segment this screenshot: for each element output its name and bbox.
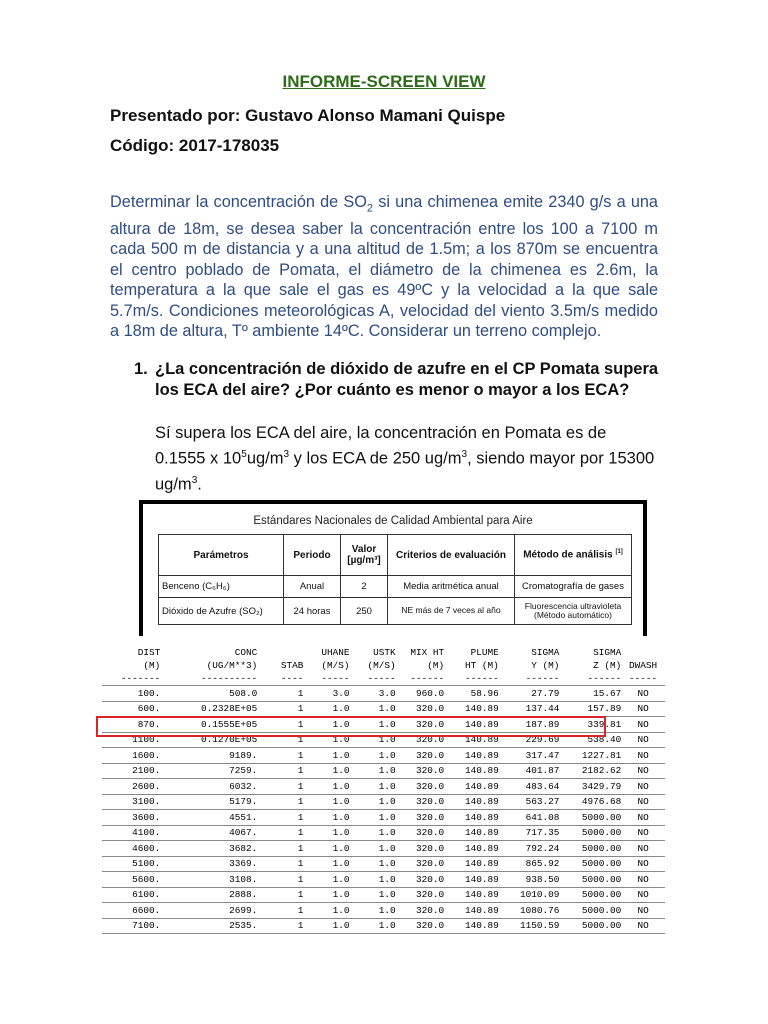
screen-view-output-table [102, 646, 665, 934]
output-table-cell: 3100. [132, 796, 161, 808]
output-table-cell: 1.0 [378, 734, 396, 746]
output-table-cell: 1.0 [332, 889, 350, 901]
eca-cell-method [515, 598, 632, 625]
output-header-cell: STAB [280, 660, 304, 671]
output-table-cell: 1.0 [332, 765, 350, 777]
output-table-cell: 938.50 [525, 873, 560, 885]
output-table-cell: 2600. [132, 780, 161, 792]
output-table-cell: NO [637, 889, 649, 901]
answer-text [155, 422, 660, 495]
output-table-cell: 100. [137, 687, 161, 699]
output-table-cell: 140.89 [464, 749, 499, 761]
output-table-row [102, 872, 665, 888]
output-table-cell: 1.0 [378, 920, 396, 932]
output-table-cell: 960.0 [415, 687, 445, 699]
answer-part2: ug/m [246, 449, 284, 468]
output-table-cell: 1 [297, 811, 304, 823]
output-table-cell: 2182.62 [581, 765, 622, 777]
eca-method-line1: Fluorescencia ultravioleta [524, 600, 622, 611]
output-table-cell: NO [637, 920, 649, 932]
answer-sup1: 5 [241, 449, 247, 460]
output-table-row [102, 763, 665, 779]
output-table-row [102, 779, 665, 795]
output-table-cell: 1.0 [378, 889, 396, 901]
output-table-cell: 2699. [229, 904, 258, 916]
output-header-cell: PLUME [470, 647, 499, 658]
output-table-cell: 1.0 [378, 811, 396, 823]
output-table-cell: 1600. [132, 749, 161, 761]
output-table-cell: 1.0 [332, 718, 350, 730]
output-table-cell: 4600. [132, 842, 161, 854]
output-table-cell: 6100. [132, 889, 161, 901]
output-table-cell: 1 [297, 827, 304, 839]
eca-cell: Anual [284, 576, 341, 598]
output-table-cell: 320.0 [415, 858, 445, 870]
output-header-cell: DIST [137, 647, 161, 658]
output-table-cell: 401.87 [525, 765, 560, 777]
eca-header-valor-label: Valor [351, 544, 377, 555]
output-table-cell: 140.89 [464, 920, 499, 932]
eca-header-metodo-label: Método de análisis [523, 549, 613, 561]
output-table-cell: 1.0 [332, 842, 350, 854]
output-table-cell: 3600. [132, 811, 161, 823]
output-header-cell [257, 646, 303, 659]
problem-part2: si una chimenea emite 2340 g/s a una altura de 18m, se desea saber la concentración entre los 100 a 7100 m cada 500 m de distancia y a una altitud de 1.5m; a los 870m se encuentra el centro poblado de Pomata, el diámetro de la chimenea es 2.6m, la temperatura a la que sale el gas es 49ºC y la velocidad a la que sale 5.7m/s. Condiciones meteorológicas A, velocidad del viento 3.5m/s medido a 18m de altura, Tº ambiente 14ºC. Considerar un terreno complejo. [110, 193, 658, 341]
answer-part1: Sí supera los ECA del aire, la concentración en Pomata es de 0.1555 x 10 [155, 424, 607, 468]
eca-cell: Media aritmética anual [388, 576, 515, 598]
output-table-cell: 3429.79 [581, 780, 622, 792]
output-table-row [102, 810, 665, 826]
eca-header-parametros: Parámetros [159, 535, 284, 576]
output-table-cell: 1.0 [378, 765, 396, 777]
output-table-cell: 1.0 [332, 827, 350, 839]
output-table-cell: 0.1555E+05 [201, 718, 258, 730]
output-table-cell: 7259. [229, 765, 258, 777]
output-header-cell: Y (M) [531, 660, 560, 671]
output-table-cell: 140.89 [464, 796, 499, 808]
output-table-cell: 1 [297, 780, 304, 792]
output-table-cell: 538.40 [587, 734, 622, 746]
answer-sup2: 3 [283, 449, 290, 460]
output-table-cell: NO [637, 796, 649, 808]
output-header-cell: ------ [410, 673, 445, 684]
output-table-cell: 1.0 [378, 827, 396, 839]
output-header-cell: UHANE [321, 647, 350, 658]
eca-cell: 2 [341, 576, 388, 598]
eca-header-valor-unit: [µg/m³] [347, 555, 381, 566]
eca-cell: 250 [341, 598, 388, 625]
output-table-cell: 5000.00 [581, 858, 622, 870]
output-table-cell: 4976.68 [581, 796, 622, 808]
output-table-cell: 1080.76 [519, 904, 560, 916]
output-table-row [102, 887, 665, 903]
output-table-cell: 320.0 [415, 780, 445, 792]
output-table-cell: 5000.00 [581, 811, 622, 823]
output-table-cell: 1.0 [332, 920, 350, 932]
output-table-cell: 1 [297, 718, 304, 730]
output-table-cell: 1100. [132, 734, 161, 746]
output-table-cell: 5000.00 [581, 842, 622, 854]
eca-cell: Benceno (C₆H₆) [159, 576, 284, 598]
output-table-cell: 320.0 [415, 718, 445, 730]
eca-standards-image [139, 500, 647, 636]
output-table-cell: NO [637, 873, 649, 885]
output-table-cell: 1.0 [378, 796, 396, 808]
output-header-cell: ---------- [201, 673, 258, 684]
output-table-cell: 320.0 [415, 827, 445, 839]
output-table-cell: 187.89 [525, 718, 560, 730]
output-table-cell: 140.89 [464, 842, 499, 854]
document-title: INFORME-SCREEN VIEW [282, 72, 486, 91]
output-table-cell: 137.44 [525, 703, 560, 715]
output-table-cell: 1227.81 [581, 749, 622, 761]
output-table-cell: 3108. [229, 873, 258, 885]
output-table-cell: 320.0 [415, 920, 445, 932]
output-table-cell: 1 [297, 734, 304, 746]
output-header-cell [621, 646, 665, 659]
output-table-cell: 563.27 [525, 796, 560, 808]
output-header-cell: SIGMA [531, 647, 560, 658]
output-table-cell: NO [637, 687, 649, 699]
output-header-cell: ------ [525, 673, 560, 684]
output-table-cell: 600. [137, 703, 161, 715]
output-header-cell: (M) [427, 660, 445, 671]
output-table-cell: 229.69 [525, 734, 560, 746]
output-table-cell: 1 [297, 749, 304, 761]
output-table-cell: 9189. [229, 749, 258, 761]
output-header-cell: ----- [367, 673, 396, 684]
output-table-cell: 1.0 [378, 780, 396, 792]
output-table-cell: 320.0 [415, 796, 445, 808]
output-table-row [102, 794, 665, 810]
output-table-cell: 27.79 [531, 687, 560, 699]
output-table-cell: 0.1270E+05 [201, 734, 258, 746]
output-table-cell: 140.89 [464, 873, 499, 885]
output-table-cell: 140.89 [464, 703, 499, 715]
output-table-cell: 320.0 [415, 889, 445, 901]
eca-method-line2: (Método automático) [534, 610, 612, 620]
output-table-cell: 4100. [132, 827, 161, 839]
output-table-cell: 1.0 [378, 749, 396, 761]
output-table-cell: 5000.00 [581, 904, 622, 916]
output-table-cell: 1.0 [378, 904, 396, 916]
output-header-cell: ----- [321, 673, 350, 684]
output-table-cell: 1.0 [332, 749, 350, 761]
eca-cell: 24 horas [284, 598, 341, 625]
output-table-cell: NO [637, 734, 649, 746]
output-table-cell: NO [637, 749, 649, 761]
output-table-cell: NO [637, 703, 649, 715]
output-table-cell: 320.0 [415, 904, 445, 916]
output-table-cell: 320.0 [415, 734, 445, 746]
presented-by: Presentado por: Gustavo Alonso Mamani Quispe [110, 106, 506, 125]
output-table-cell: NO [637, 827, 649, 839]
output-table-cell: NO [637, 858, 649, 870]
answer-sup3: 3 [461, 449, 468, 460]
output-table-cell: 1 [297, 765, 304, 777]
eca-header-valor [341, 535, 388, 576]
output-table-cell: 5000.00 [581, 889, 622, 901]
output-table-cell: 1 [297, 889, 304, 901]
output-table-cell: 508.0 [229, 687, 258, 699]
output-table-cell: 1 [297, 796, 304, 808]
output-table-cell: 2100. [132, 765, 161, 777]
output-header-cell: (M/S) [367, 660, 396, 671]
output-table-cell: 0.2328E+05 [201, 703, 258, 715]
output-header-cell: ------- [120, 673, 161, 684]
output-table-cell: 140.89 [464, 780, 499, 792]
output-table-cell: 1.0 [378, 858, 396, 870]
eca-header-criterios: Criterios de evaluación [388, 535, 515, 576]
output-header-cell: USTK [373, 647, 396, 658]
output-table-cell: 1.0 [378, 718, 396, 730]
problem-subscript: 2 [366, 202, 374, 215]
output-table-cell: 157.89 [587, 703, 622, 715]
output-table-cell: 140.89 [464, 811, 499, 823]
output-table-cell: 1 [297, 858, 304, 870]
output-table-cell: 865.92 [525, 858, 560, 870]
output-table-cell: 1.0 [332, 796, 350, 808]
output-header-cell: CONC [234, 647, 258, 658]
output-header-cell: Z (M) [593, 660, 622, 671]
eca-cell: Dióxido de Azufre (SO₂) [159, 598, 284, 625]
output-table-cell: 1 [297, 687, 304, 699]
output-table-cell: 1.0 [378, 873, 396, 885]
output-table-cell: 320.0 [415, 811, 445, 823]
eca-table [158, 534, 632, 625]
output-table-cell: 6032. [229, 780, 258, 792]
answer-part4: , siendo mayor por 15300 ug/m [155, 449, 655, 493]
output-table-cell: 1.0 [378, 842, 396, 854]
output-table-cell: 5179. [229, 796, 258, 808]
output-header-cell: (M) [143, 660, 161, 671]
output-table-row [102, 825, 665, 841]
output-table-cell: 1.0 [332, 904, 350, 916]
output-table-cell: NO [637, 904, 649, 916]
output-table-cell: 2535. [229, 920, 258, 932]
output-table-cell: 140.89 [464, 904, 499, 916]
answer-part5: . [197, 475, 202, 493]
output-table-cell: 1010.09 [519, 889, 560, 901]
output-header-cell: ------ [587, 673, 622, 684]
output-table-cell: 140.89 [464, 827, 499, 839]
output-table-cell: 1.0 [332, 873, 350, 885]
output-table-cell: 792.24 [525, 842, 560, 854]
output-header-row-3 [102, 672, 665, 686]
output-table-cell: 140.89 [464, 734, 499, 746]
output-table-cell: 5100. [132, 858, 161, 870]
eca-header-row [159, 535, 632, 576]
output-table-cell: 1150.59 [519, 920, 560, 932]
output-table-cell: 641.08 [525, 811, 560, 823]
output-header-row-1 [102, 646, 665, 659]
output-table-cell: 1.0 [332, 858, 350, 870]
output-header-cell: ----- [629, 673, 658, 684]
output-table-cell: 317.47 [525, 749, 560, 761]
output-table-cell: NO [637, 780, 649, 792]
problem-statement [110, 192, 658, 342]
output-table-cell: 1 [297, 703, 304, 715]
output-table-cell: 320.0 [415, 749, 445, 761]
output-header-cell: SIGMA [593, 647, 622, 658]
output-table-cell: 3.0 [332, 687, 350, 699]
eca-title: Estándares Nacionales de Calidad Ambiental para Aire [253, 515, 533, 527]
question-text: ¿La concentración de dióxido de azufre en el CP Pomata supera los ECA del aire? ¿Por cuánto es menor o mayor a los ECA? [155, 360, 659, 399]
output-table-cell: 5600. [132, 873, 161, 885]
output-table-row [102, 856, 665, 872]
output-table-cell: 1.0 [332, 780, 350, 792]
eca-cell: Cromatografía de gases [515, 576, 632, 598]
output-table-cell: 3682. [229, 842, 258, 854]
eca-header-periodo: Periodo [284, 535, 341, 576]
output-table-cell: 320.0 [415, 873, 445, 885]
eca-cell: NE más de 7 veces al año [388, 598, 515, 625]
output-table-cell: 1.0 [332, 811, 350, 823]
output-table-cell: 1.0 [332, 703, 350, 715]
output-table-cell: 140.89 [464, 889, 499, 901]
output-table-row [102, 701, 665, 717]
output-table-cell: 320.0 [415, 703, 445, 715]
output-table-row [102, 748, 665, 764]
output-table-cell: 1.0 [378, 703, 396, 715]
output-table-cell: NO [637, 765, 649, 777]
output-header-row-2 [102, 659, 665, 672]
student-code: Código: 2017-178035 [110, 136, 280, 155]
answer-part3: y los ECA de 250 ug/m [289, 449, 462, 468]
output-table-cell: 5000.00 [581, 873, 622, 885]
output-header-cell: ------ [464, 673, 499, 684]
output-header-cell: DWASH [629, 660, 658, 671]
question-number: 1. [134, 360, 148, 378]
output-table-cell: 1 [297, 904, 304, 916]
output-table-cell: 3369. [229, 858, 258, 870]
output-table-row [102, 903, 665, 919]
eca-row [159, 598, 632, 625]
output-table-cell: 1 [297, 842, 304, 854]
output-table-cell: 4067. [229, 827, 258, 839]
output-table-cell: 7100. [132, 920, 161, 932]
eca-row [159, 576, 632, 598]
output-table-cell: 15.67 [593, 687, 622, 699]
output-table-cell: 1.0 [332, 734, 350, 746]
output-table-cell: 870. [137, 718, 161, 730]
problem-part1: Determinar la concentración de SO [110, 193, 367, 211]
output-table-cell: 320.0 [415, 842, 445, 854]
output-table-cell: 717.35 [525, 827, 560, 839]
output-table-cell: 3.0 [378, 687, 396, 699]
output-table-cell: 140.89 [464, 718, 499, 730]
output-table-cell: 1 [297, 873, 304, 885]
output-header-cell: (M/S) [321, 660, 350, 671]
output-table-cell: 140.89 [464, 765, 499, 777]
output-table-cell: 5000.00 [581, 920, 622, 932]
output-table-cell: 320.0 [415, 765, 445, 777]
output-table-cell: 5000.00 [581, 827, 622, 839]
output-table-cell: 6600. [132, 904, 161, 916]
output-header-cell: (UG/M**3) [206, 660, 258, 671]
output-table-cell: NO [637, 842, 649, 854]
highlight-box [96, 716, 606, 737]
output-table-cell: NO [637, 811, 649, 823]
output-table-row [102, 841, 665, 857]
output-header-cell: MIX HT [410, 647, 445, 658]
eca-header-footnote: [1] [615, 549, 623, 556]
output-table-row [102, 686, 665, 702]
output-table-cell: 1 [297, 920, 304, 932]
output-table-row [102, 918, 665, 934]
output-table-cell: 4551. [229, 811, 258, 823]
output-table-cell: 58.96 [470, 687, 499, 699]
answer-sup4: 3 [191, 474, 198, 486]
output-header-cell: ---- [280, 673, 304, 684]
output-table-cell: 2888. [229, 889, 258, 901]
eca-header-metodo [515, 535, 632, 576]
output-table-cell: NO [637, 718, 649, 730]
output-table-cell: 140.89 [464, 858, 499, 870]
output-table-cell: 483.64 [525, 780, 560, 792]
output-header-cell: HT (M) [464, 660, 499, 671]
output-table-cell: 339.81 [587, 718, 622, 730]
